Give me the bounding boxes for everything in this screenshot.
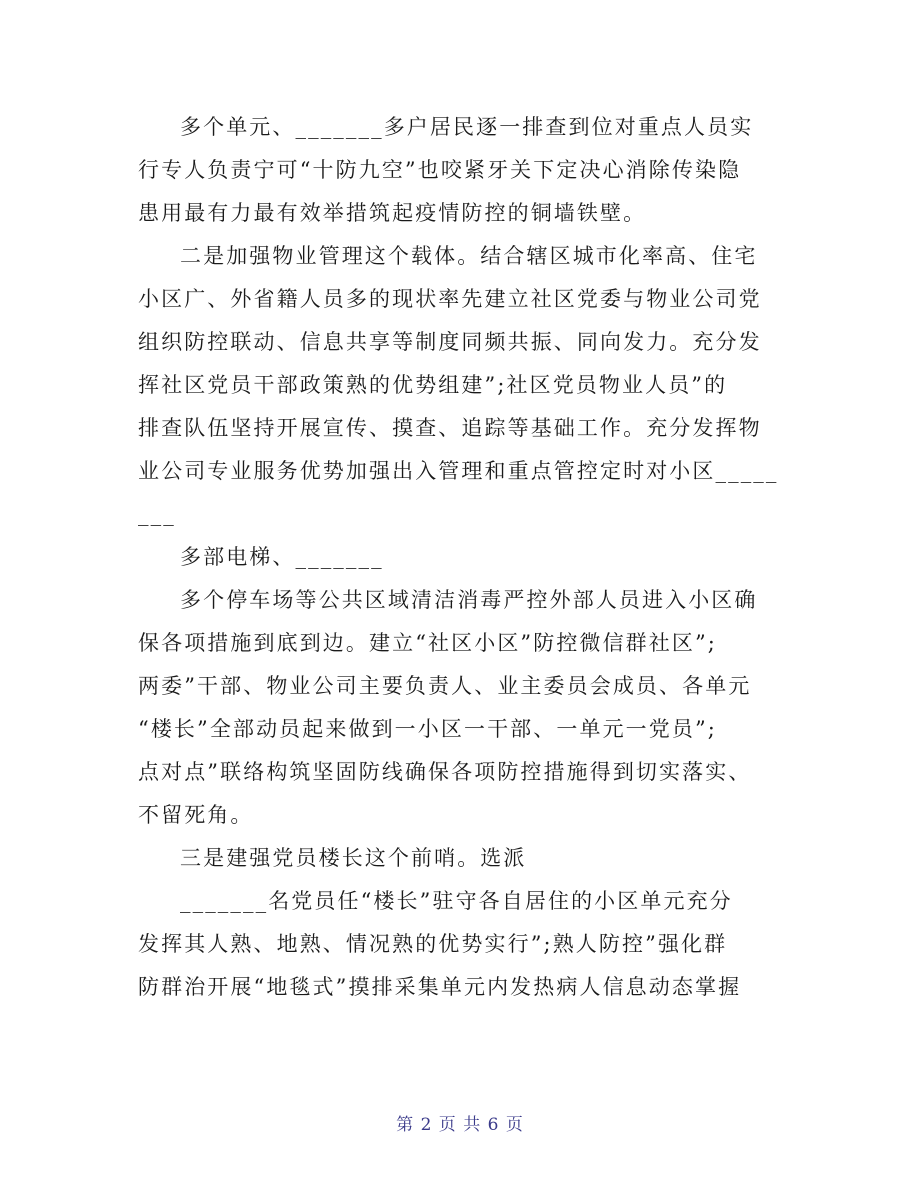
text-line-6: 组织防控联动、信息共享等制度同频共振、同向发力。充分发	[138, 330, 762, 354]
text-line-7: 挥社区党员干部政策熟的优势组建”;社区党员物业人员”的	[138, 373, 728, 397]
text-line-13: 保各项措施到底到边。建立“社区小区”防控微信群社区”;	[138, 631, 717, 655]
text-line-5: 小区广、外省籍人员多的现状率先建立社区党委与物业公司党	[138, 287, 762, 311]
text-line-14: 两委”干部、物业公司主要负责人、业主委员会成员、各单元	[138, 674, 752, 698]
text-line-17: 不留死角。	[138, 803, 254, 827]
text-line-10: ___	[138, 502, 176, 526]
text-line-21: 防群治开展“地毯式”摸排采集单元内发热病人信息动态掌握	[138, 975, 742, 999]
text-line-18: 三是建强党员楼长这个前哨。选派	[180, 846, 527, 870]
page-number-footer: 第 2 页 共 6 页	[396, 1115, 524, 1135]
text-line-9: 业公司专业服务优势加强出入管理和重点管控定时对小区_____	[138, 459, 779, 483]
text-line-12: 多个停车场等公共区域清洁消毒严控外部人员进入小区确	[180, 588, 758, 612]
text-line-2: 行专人负责宁可“十防九空”也咬紧牙关下定决心消除传染隐	[138, 158, 742, 182]
text-line-11: 多部电梯、_______	[180, 545, 384, 569]
text-line-16: 点对点”联络构筑坚固防线确保各项防控措施得到切实落实、	[138, 760, 752, 784]
text-line-4: 二是加强物业管理这个载体。结合辖区城市化率高、住宅	[180, 244, 758, 268]
text-line-19: _______名党员任“楼长”驻守各自居住的小区单元充分	[180, 889, 733, 913]
text-line-3: 患用最有力最有效举措筑起疫情防控的铜墙铁壁。	[138, 201, 647, 225]
text-line-1: 多个单元、_______多户居民逐一排查到位对重点人员实	[180, 115, 754, 139]
text-line-20: 发挥其人熟、地熟、情况熟的优势实行”;熟人防控”强化群	[138, 932, 728, 956]
text-line-15: “楼长”全部动员起来做到一小区一干部、一单元一党员”;	[138, 717, 717, 741]
text-line-8: 排查队伍坚持开展宣传、摸查、追踪等基础工作。充分发挥物	[138, 416, 762, 440]
